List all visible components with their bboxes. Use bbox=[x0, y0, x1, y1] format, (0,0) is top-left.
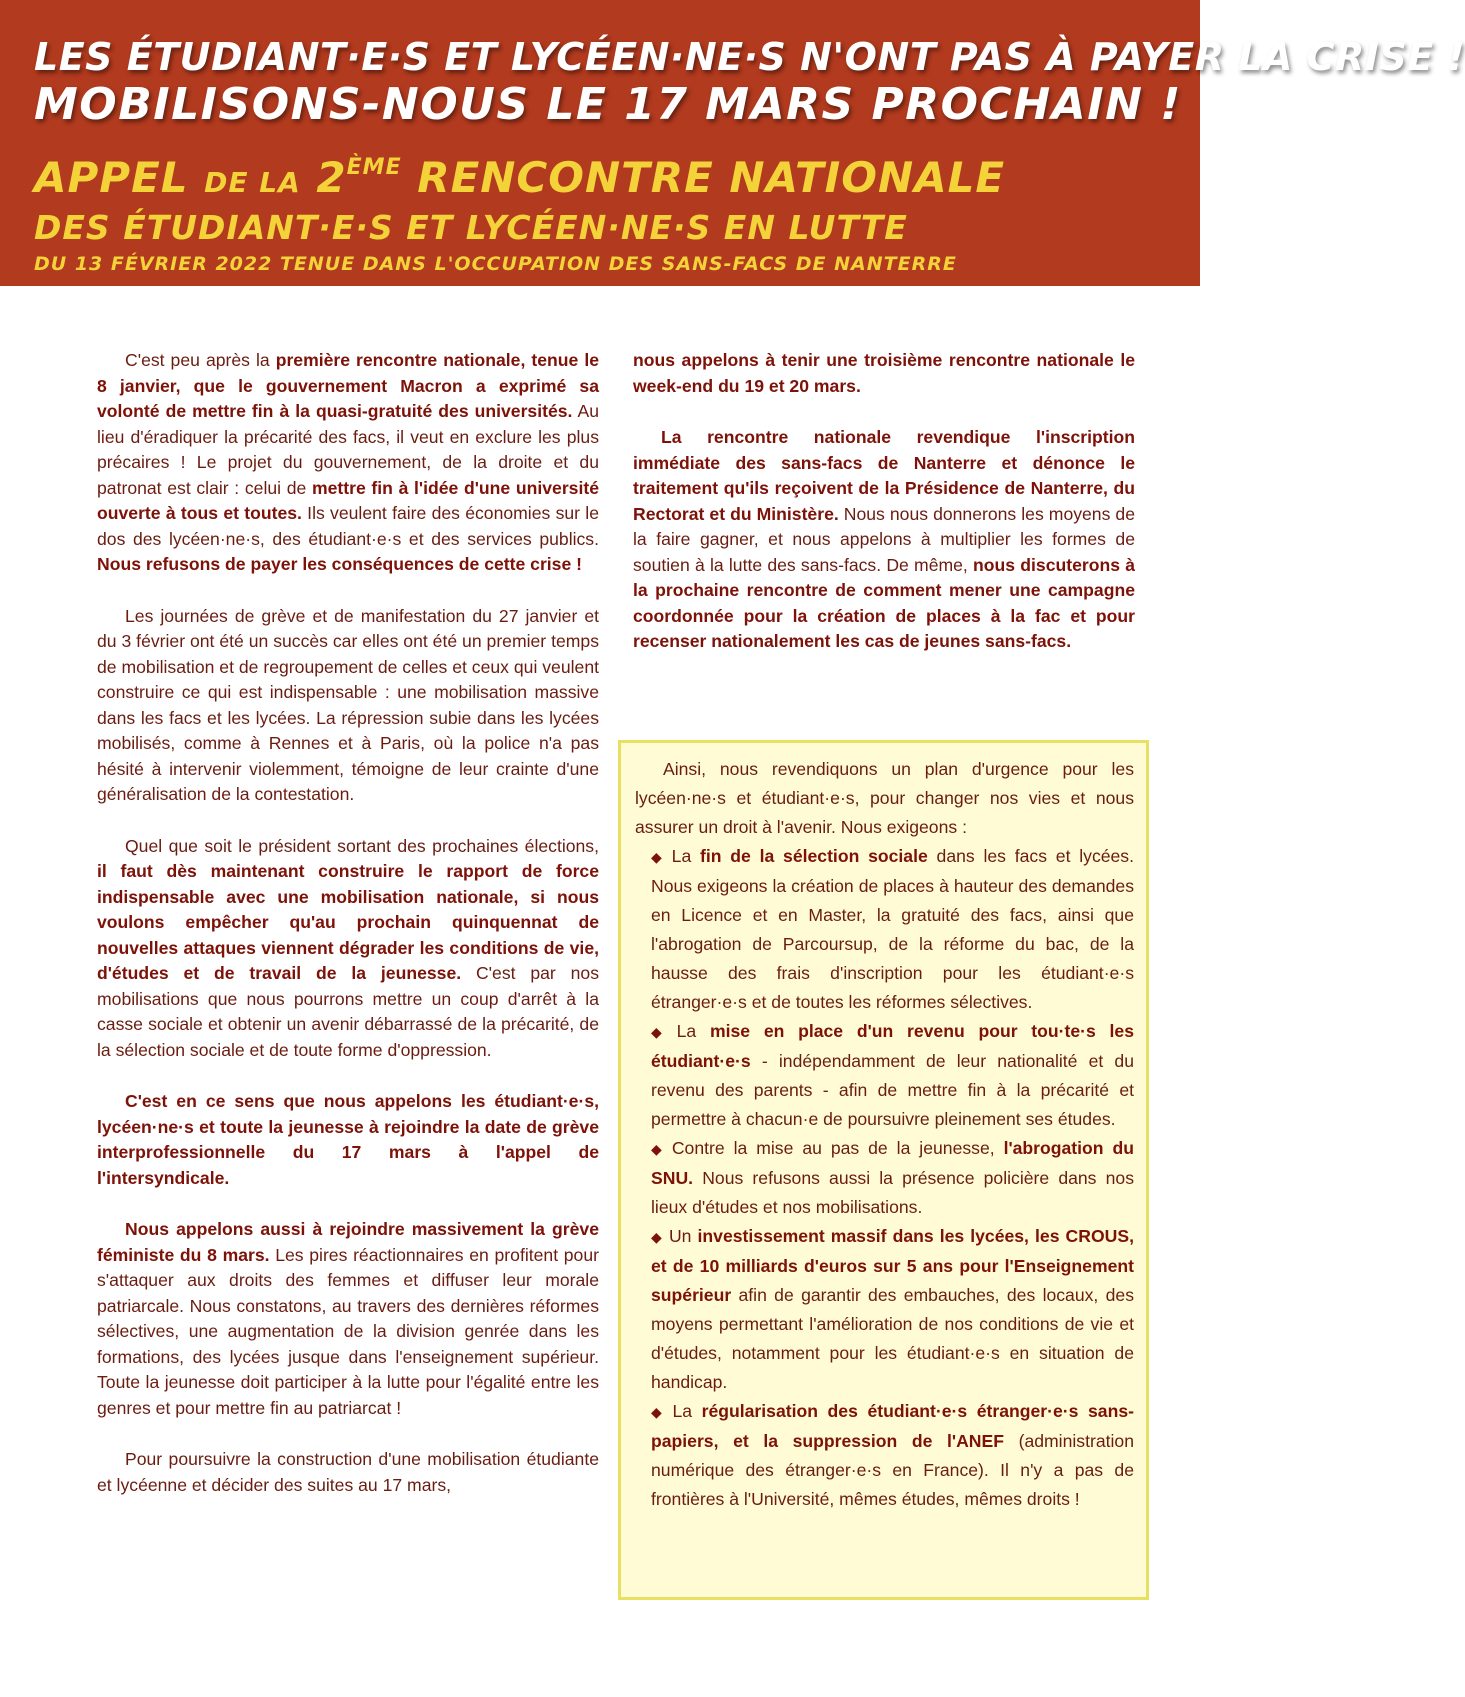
diamond-bullet-icon: ◆ bbox=[651, 1229, 663, 1245]
paragraph: Les journées de grève et de manifestation du 27 janvier et du 3 février ont été un succès car elles ont été un premier temps de mobilisation et de regroupement de celles et ceux qui veulent construire ce qui est indispensable : une mobilisation massive dans les facs et les lycées. La répression subie dans les lycées mobilisés, comme à Rennes et à Paris, où la police n'a pas hésité à intervenir violemment, témoigne de leur crainte d'une généralisation de la contestation. bbox=[97, 605, 599, 804]
paragraph: C'est en ce sens que nous appelons les étudiant·e·s, lycéen·ne·s et toute la jeunesse à rejoindre la date de grève interprofessionnelle du 17 mars à l'appel de l'intersyndicale. bbox=[97, 1091, 599, 1188]
paragraph: Nous appelons aussi à rejoindre massivement la grève féministe du 8 mars. Les pires réactionnaires en profitent pour s'attaquer aux droits des femmes et diffuser leur morale patriarcale. Nous constatons, au travers des dernières réformes sélectives, une augmentation de la division genrée dans les formations, des lycées jusque dans l'enseignement supérieur. Toute la jeunesse doit participer à la lutte pour l'égalité entre les genres et pour mettre fin au patriarcat ! bbox=[97, 1219, 599, 1418]
appel-word: APPEL bbox=[34, 153, 189, 202]
paragraph: Pour poursuivre la construction d'une mobilisation étudiante et lycéenne et décider des suites au 17 mars, bbox=[97, 1449, 599, 1495]
left-column bbox=[97, 348, 599, 1524]
headline-2: MOBILISONS-NOUS LE 17 MARS PROCHAIN ! bbox=[34, 79, 1182, 130]
paragraph: Quel que soit le président sortant des prochaines élections, il faut dès maintenant construire le rapport de force indispensable avec une mobilisation nationale, si nous voulons empêcher qu'au prochain quinquennat de nouvelles attaques viennent dégrader les conditions de vie, d'études et de travail de la jeunesse. C'est par nos mobilisations que nous pourrons mettre un coup d'arrêt à la casse sociale et obtenir un avenir débarrassé de la précarité, de la sélection sociale et de toute forme d'oppression. bbox=[97, 835, 599, 1060]
list-item: ◆ La fin de la sélection sociale dans les facs et lycées. Nous exigeons la création de places à hauteur des demandes en Licence et en Master, la gratuité des facs, ainsi que l'abrogation de Parcoursup, de la réforme du bac, de la hausse des frais d'inscription pour les étudiant·e·s étranger·e·s et de toutes les réformes sélectives. bbox=[651, 846, 1134, 1012]
appel-de-la: DE LA bbox=[204, 166, 301, 199]
subheadline-appel bbox=[34, 142, 1166, 209]
list-item: ◆ La régularisation des étudiant·e·s étranger·e·s sans-papiers, et la suppression de l'ANEF (administration numérique des étranger·e·s en France). Il n'y a pas de frontières à l'Université, mêmes études, mêmes droits ! bbox=[651, 1401, 1134, 1509]
demands-intro: Ainsi, nous revendiquons un plan d'urgence pour les lycéen·ne·s et étudiant·e·s, pour changer nos vies et nous assurer un droit à l'avenir. Nous exigeons : bbox=[635, 759, 1134, 837]
appel-sup: ÈME bbox=[346, 155, 402, 180]
right-column bbox=[633, 348, 1135, 681]
list-item: ◆ Contre la mise au pas de la jeunesse, l'abrogation du SNU. Nous refusons aussi la présence policière dans nos lieux d'études et nos mobilisations. bbox=[651, 1138, 1134, 1217]
header-banner bbox=[0, 0, 1465, 286]
headline-1: LES ÉTUDIANT·E·S ET LYCÉEN·NE·S N'ONT PAS À PAYER LA CRISE ! bbox=[34, 35, 1465, 79]
demands-list bbox=[635, 842, 1134, 1514]
appel-number: 2 bbox=[316, 153, 347, 202]
list-item: ◆ Un investissement massif dans les lycées, les CROUS, et de 10 milliards d'euros sur 5 ans pour l'Enseignement supérieur afin de garantir des embauches, des locaux, des moyens permettant l'amélioration de nos conditions de vie et d'études, notamment pour les étudiant·e·s en situation de handicap. bbox=[651, 1226, 1134, 1392]
list-item: ◆ La mise en place d'un revenu pour tou·te·s les étudiant·e·s - indépendamment de leur nationalité et du revenu des parents - afin de mettre fin à la précarité et permettre à chacun·e de poursuivre pleinement ses études. bbox=[651, 1021, 1134, 1129]
subheadline-2: DES ÉTUDIANT·E·S ET LYCÉEN·NE·S EN LUTTE bbox=[34, 208, 908, 247]
diamond-bullet-icon: ◆ bbox=[651, 1141, 666, 1157]
paragraph: C'est peu après la première rencontre nationale, tenue le 8 janvier, que le gouvernement Macron a exprimé sa volonté de mettre fin à la quasi-gratuité des universités. Au lieu d'éradiquer la précarité des facs, il veut en exclure les plus précaires ! Le projet du gouvernement, de la droite et du patronat est clair : celui de mettre fin à l'idée d'une université ouverte à tous et toutes. Ils veulent faire des économies sur le dos des lycéen·ne·s, des étudiant·e·s et des services publics. Nous refusons de payer les conséquences de cette crise ! bbox=[97, 350, 600, 574]
subheadline-date: DU 13 FÉVRIER 2022 TENUE DANS L'OCCUPATION DES SANS-FACS DE NANTERRE bbox=[34, 253, 957, 275]
diamond-bullet-icon: ◆ bbox=[651, 849, 666, 865]
paragraph: La rencontre nationale revendique l'inscription immédiate des sans-facs de Nanterre et dénonce le traitement qu'ils reçoivent de la Présidence de Nanterre, du Rectorat et du Ministère. Nous nous donnerons les moyens de la faire gagner, et nous appelons à multiplier les formes de soutien à la lutte des sans-facs. De même, nous discuterons à la prochaine rencontre de comment mener une campagne coordonnée pour la création de places à la fac et pour recenser nationalement les cas de jeunes sans-facs. bbox=[633, 427, 1136, 651]
diamond-bullet-icon: ◆ bbox=[651, 1404, 667, 1420]
diamond-bullet-icon: ◆ bbox=[651, 1024, 671, 1040]
demands-box bbox=[618, 740, 1149, 1600]
appel-rencontre: RENCONTRE NATIONALE bbox=[417, 153, 1006, 202]
paragraph: nous appelons à tenir une troisième rencontre nationale le week-end du 19 et 20 mars. bbox=[633, 350, 1135, 396]
